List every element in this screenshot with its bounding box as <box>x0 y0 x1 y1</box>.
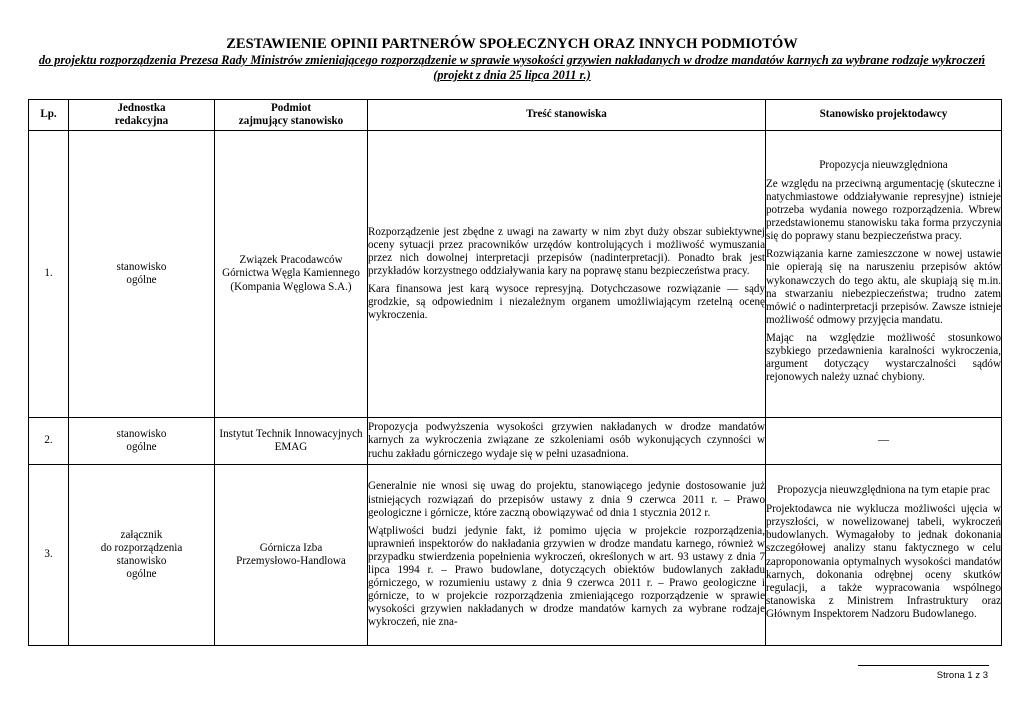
row-entity <box>215 465 368 646</box>
row-response <box>766 418 1002 465</box>
entity-line: Górnictwa Węgla Kamiennego <box>222 267 360 280</box>
table-row <box>29 131 1002 418</box>
row-unit <box>69 465 215 646</box>
row-lp: 1. <box>29 131 69 418</box>
entity-line: Związek Pracodawców <box>239 254 343 267</box>
row-content <box>368 465 766 646</box>
row-response <box>766 131 1002 418</box>
row-lp: 2. <box>29 418 69 465</box>
response-status: Propozycja nieuwzględniona na tym etapie prac <box>777 484 990 497</box>
header-unit-line2: redakcyjna <box>114 115 169 127</box>
content-paragraph: Generalnie nie wnosi się uwag do projektu, stanowiącego jedynie dostosowanie już istniejących rozwiązań do przepisów ustawy z dnia 9 czerwca 2011 r. – Prawo geologiczne i górnicze, które zaczną obowiązywać od dnia 1 stycznia 2012 r. <box>368 480 765 519</box>
row-entity <box>215 418 368 465</box>
unit-line: stanowisko <box>116 260 167 273</box>
row-content <box>368 418 766 465</box>
row-content <box>368 131 766 418</box>
row-response <box>766 465 1002 646</box>
row-unit <box>69 418 215 465</box>
entity-line: Górnicza Izba <box>259 541 323 554</box>
content-paragraph: Kara finansowa jest karą wysoce represyjną. Dotychczasowe rozwiązanie — sądy grodzkie, są odpowiednim i niezależnym organem umożliwiającym rzetelną ocenę wykroczenia. <box>368 283 765 322</box>
unit-line: stanowisko <box>116 555 167 567</box>
header-entity-line2: zajmujący stanowisko <box>238 115 344 127</box>
entity-line: (Kompania Węglowa S.A.) <box>230 280 352 293</box>
response-paragraph: Projektodawca nie wyklucza możliwości ujęcia w przyszłości, w nowelizowanej tabeli, wykroczeń budowlanych. Wymagałoby to jednak dokonania szczegółowej analizy stanu faktycznego w celu zaproponowania optymalnych wysokości mandatów karnych, dokonania odrębnej oceny skutków regulacji, a także wypracowania wspólnego stanowiska z Ministrem Infrastruktury oraz Głównym Inspektorem Nadzoru Budowlanego. <box>766 503 1001 620</box>
header-response: Stanowisko projektodawcy <box>766 100 1002 131</box>
response-paragraph: Ze względu na przeciwną argumentację (skuteczne i natychmiastowe oddziaływanie represyjne) istnieje potrzeba wydania nowego rozporządzenia. Wbrew przedstawionemu stanowisku taka forma przyczynia się do poprawy stanu bezpieczeństwa pracy. <box>766 177 1001 243</box>
unit-line: ogólne <box>126 441 157 453</box>
header-entity <box>215 100 368 131</box>
header-unit-line1: Jednostka <box>117 101 166 114</box>
content-paragraph: Wątpliwości budzi jedynie fakt, iż pomimo ujęcia w projekcie rozporządzenia, uprawnień inspektorów do nakładania grzywien w drodze mandatu karnego, również w przypadku stwierdzenia popełnienia wykroczeń, określonych w art. 93 ustawy z dnia 7 lipca 1994 r. – Prawo budowlane, dotyczących obiektów budowlanych zakładu górniczego, w rozumieniu ustawy z dnia 9 czerwca 2011 r. – Prawo geologiczne i górnicze, to w projekcie rozporządzenia zmieniającego rozporządzenie w sprawie wysokości grzywien nakładanych w drodze mandatów karnych za wybrane rodzaje wykroczeń, nie zna- <box>368 524 765 629</box>
response-status: Propozycja nieuwzględniona <box>819 158 948 171</box>
entity-line: EMAG <box>274 441 308 453</box>
row-lp: 3. <box>29 465 69 646</box>
table-header-row <box>29 100 1002 131</box>
footer-divider <box>858 665 989 666</box>
table-row <box>29 418 1002 465</box>
content-paragraph: Rozporządzenie jest zbędne z uwagi na zawarty w nim zbyt duży obszar subiektywnej oceny sytuacji przez pracowników urzędów kontrolujących i możliwość wymuszania przez nich dowolnej interpretacji przepisów (nadinterpretacji). Ponadto brak jest przykładów korzystnego oddziaływania kary na poprawę stanu bezpieczeństwa pracy. <box>368 225 765 277</box>
page-number: Strona 1 z 3 <box>936 670 988 681</box>
unit-line: załącznik <box>120 528 163 541</box>
header-content: Treść stanowiska <box>368 100 766 131</box>
response-status: — <box>877 434 890 447</box>
entity-line: Instytut Technik Innowacyjnych <box>219 427 363 440</box>
row-unit <box>69 131 215 418</box>
document-subtitle: do projektu rozporządzenia Prezesa Rady Ministrów zmieniającego rozporządzenie w sprawie wysokości grzywien nakładanych w drodze mandatów karnych za wybrane rodzaje wykroczeń (projekt z dnia 25 lipca 2011 r.) <box>38 53 986 82</box>
opinions-table <box>28 99 1002 646</box>
unit-line: ogólne <box>126 274 157 286</box>
content-paragraph: Propozycja podwyższenia wysokości grzywien nakładanych w drodze mandatów karnych za wykroczenia związane ze szkoleniami osób wykonujących czynności w ruchu zakładu górniczego wydaje się w pełni uzasadniona. <box>368 421 765 460</box>
entity-line: Przemysłowo-Handlowa <box>236 555 346 567</box>
response-paragraph: Rozwiązania karne zamieszczone w nowej ustawie nie opierają się na naruszeniu przepisów aktów wykonawczych do tego aktu, ale skupiają się m.in. na stwarzaniu niebezpieczeństwa; trudno zatem mówić o nadinterpretacji przepisów. Zawsze istnieje możliwość odmowy przyjęcia mandatu. <box>766 248 1001 326</box>
document-title: ZESTAWIENIE OPINII PARTNERÓW SPOŁECZNYCH ORAZ INNYCH PODMIOTÓW <box>226 36 798 52</box>
header-entity-line1: Podmiot <box>270 101 312 114</box>
header-lp: Lp. <box>29 100 69 131</box>
unit-line: ogólne <box>126 568 157 581</box>
row-entity <box>215 131 368 418</box>
table-row <box>29 465 1002 646</box>
header-unit <box>69 100 215 131</box>
unit-line: do rozporządzenia <box>100 541 183 554</box>
unit-line: stanowisko <box>116 427 167 440</box>
response-paragraph: Mając na względzie możliwość stosunkowo szybkiego przedawnienia karalności wykroczenia, argument dotyczący wystarczalności sądów rejonowych należy uznać chybiony. <box>766 331 1001 384</box>
